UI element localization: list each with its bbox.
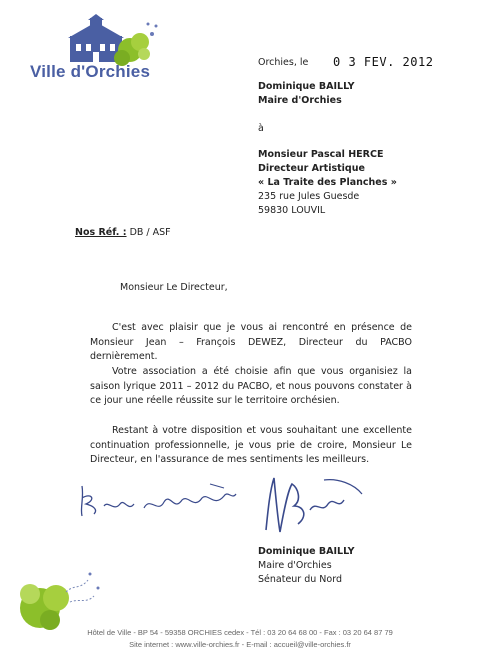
handwritten-note (74, 478, 244, 522)
paragraph-1: C'est avec plaisir que je vous ai rencontré en présence de Monsieur Jean – François DEWEZ, Directeur du PACBO dernièrement. (90, 322, 412, 362)
signatory-name: Dominique BAILLY (258, 546, 355, 557)
sender-name: Dominique BAILLY (258, 81, 355, 92)
paragraph-3: Restant à votre disposition et vous souhaitant une excellente continuation professionnelle, je vous prie de croire, Monsieur Le Directeur, en l'assurance de mes sentiments les meilleurs. (90, 425, 412, 465)
salutation: Monsieur Le Directeur, (120, 282, 228, 293)
recipient-street: 235 rue Jules Guesde (258, 191, 360, 202)
sender-title: Maire d'Orchies (258, 95, 342, 106)
reference-line (75, 226, 171, 240)
reference-value: DB / ASF (129, 227, 171, 238)
place-label: Orchies, le (258, 57, 309, 68)
paragraph-2: Votre association a été choisie afin que vous organisiez la saison lyrique 2011 – 2012 du PACBO, et nous pouvons constater à ce jour une réelle réussite sur le territoire orchésien. (90, 366, 412, 406)
signature (258, 470, 368, 540)
foliage-decoration-icon (10, 562, 110, 634)
city-logo (24, 14, 174, 86)
logo-text: Ville d'Orchies (30, 62, 151, 81)
recipient-org: « La Traite des Planches » (258, 177, 397, 188)
signatory-title-2: Sénateur du Nord (258, 574, 342, 585)
footer-address: Hôtel de Ville - BP 54 - 59358 ORCHIES cedex - Tél : 03 20 64 68 00 - Fax : 03 20 64 87 79 (87, 628, 393, 637)
reference-label: Nos Réf. : (75, 227, 127, 238)
recipient-city: 59830 LOUVIL (258, 205, 326, 216)
footer-contact: Site internet : www.ville-orchies.fr - E-mail : accueil@ville-orchies.fr (129, 640, 351, 649)
date-stamp: 0 3 FEV. 2012 (333, 55, 434, 69)
recipient-role: Directeur Artistique (258, 163, 365, 174)
recipient-name: Monsieur Pascal HERCE (258, 149, 384, 160)
signatory-title-1: Maire d'Orchies (258, 560, 332, 571)
to-word: à (258, 123, 264, 134)
